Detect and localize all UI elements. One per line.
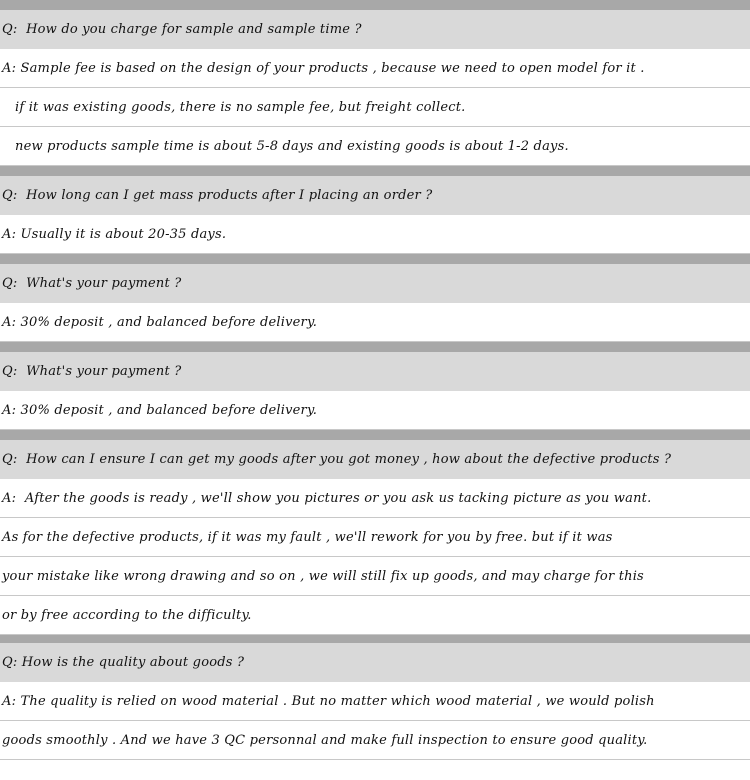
faq-answer-line: or by free according to the difficulty. — [0, 596, 750, 635]
section-divider — [0, 166, 750, 176]
faq-answer-line: A: 30% deposit , and balanced before delivery. — [0, 391, 750, 430]
faq-answer-line: As for the defective products, if it was my fault , we'll rework for you by free. but if it was — [0, 518, 750, 557]
faq-question: Q: How is the quality about goods ? — [0, 643, 750, 682]
section-divider — [0, 430, 750, 440]
section-divider — [0, 635, 750, 643]
faq-question: Q: What's your payment ? — [0, 352, 750, 391]
faq-question: Q: How can I ensure I can get my goods after you got money , how about the defective products ? — [0, 440, 750, 479]
faq-answer-line: A: Usually it is about 20-35 days. — [0, 215, 750, 254]
faq-question: Q: What's your payment ? — [0, 264, 750, 303]
faq-answer-line: A: 30% deposit , and balanced before delivery. — [0, 303, 750, 342]
faq-question: Q: How do you charge for sample and sample time ? — [0, 10, 750, 49]
section-divider — [0, 254, 750, 264]
section-divider — [0, 342, 750, 352]
faq-answer-line: A: After the goods is ready , we'll show you pictures or you ask us tacking picture as you want. — [0, 479, 750, 518]
faq-answer-line: new products sample time is about 5-8 days and existing goods is about 1-2 days. — [0, 127, 750, 166]
faq-answer-line: A: The quality is relied on wood material . But no matter which wood material , we would polish — [0, 682, 750, 721]
section-divider — [0, 0, 750, 10]
faq-answer-line: goods smoothly . And we have 3 QC personnal and make full inspection to ensure good quality. — [0, 721, 750, 760]
faq-answer-line: if it was existing goods, there is no sample fee, but freight collect. — [0, 88, 750, 127]
faq-question: Q: How long can I get mass products after I placing an order ? — [0, 176, 750, 215]
faq-answer-line: A: Sample fee is based on the design of your products , because we need to open model for it . — [0, 49, 750, 88]
faq-answer-line: your mistake like wrong drawing and so on , we will still fix up goods, and may charge for this — [0, 557, 750, 596]
